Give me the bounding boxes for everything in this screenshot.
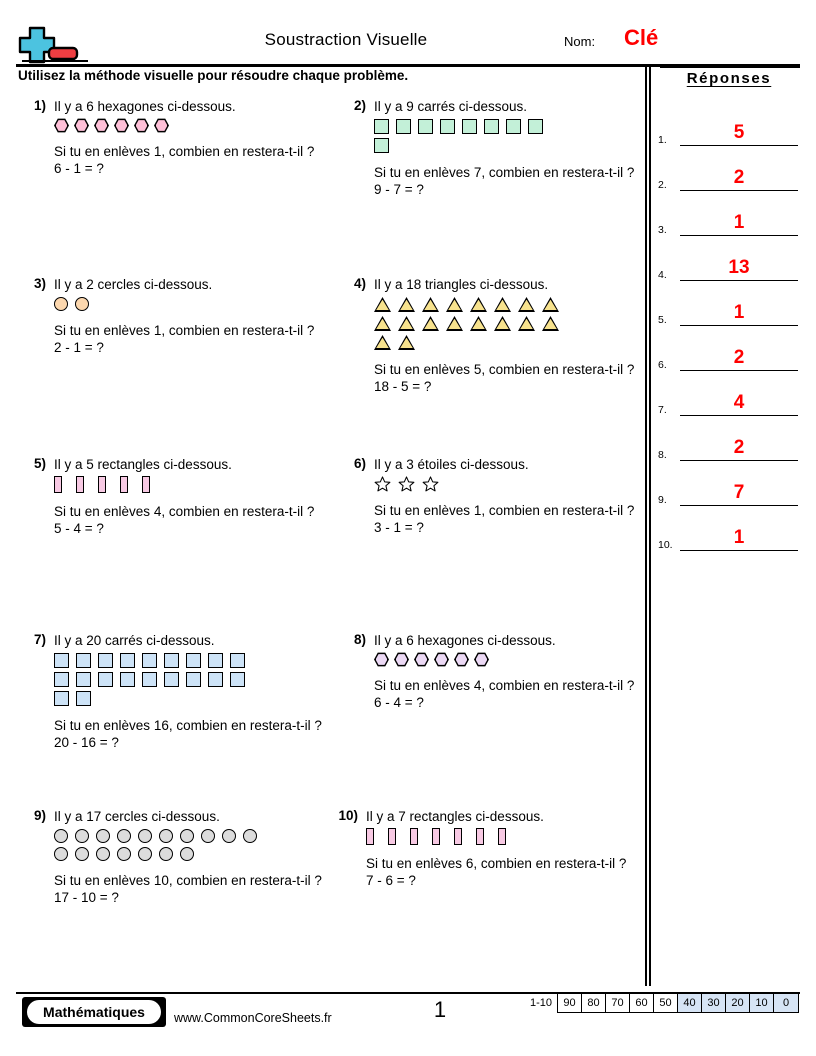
answer-blank-line [680, 415, 798, 417]
square-icon [54, 691, 69, 706]
score-scale-cell: 0 [774, 994, 798, 1012]
circle-icon [54, 847, 68, 861]
square-icon [76, 672, 91, 687]
answer-blank-line [680, 505, 798, 507]
answer-number: 6. [658, 359, 667, 371]
answer-number: 3. [658, 224, 667, 236]
problem-number: 2) [353, 98, 366, 113]
shape-row [54, 117, 322, 134]
square-icon [396, 119, 411, 134]
square-icon [142, 653, 157, 668]
triangle-icon [422, 297, 439, 312]
problem-statement: Il y a 3 étoiles ci-dessous. [374, 457, 529, 472]
circle-icon [138, 847, 152, 861]
square-icon [186, 653, 201, 668]
circle-icon [243, 829, 257, 843]
problem-number: 8) [353, 632, 366, 647]
problem-head [338, 276, 638, 294]
shape-row [374, 136, 642, 155]
instructions-text: Utilisez la méthode visuelle pour résoudre chaque problème. [18, 68, 409, 83]
square-icon [374, 119, 389, 134]
rectangle-icon [476, 828, 484, 845]
hexagon-icon [154, 118, 169, 133]
square-icon [142, 672, 157, 687]
answers-top-rule [660, 66, 800, 68]
answer-blank-line [680, 145, 798, 147]
answer-number: 4. [658, 269, 667, 281]
hexagon-icon [94, 118, 109, 133]
problem-question: Si tu en enlèves 1, combien en restera-t-il ? [374, 503, 635, 518]
answer-value: 2 [733, 437, 745, 458]
problem-statement: Il y a 5 rectangles ci-dessous. [54, 457, 232, 472]
square-icon [230, 672, 245, 687]
problem-question: Si tu en enlèves 4, combien en restera-t-il ? [54, 504, 315, 519]
answer-value: 13 [728, 257, 750, 278]
answer-value: 2 [733, 347, 745, 368]
problem-number: 6) [353, 456, 366, 471]
problem-item [18, 98, 318, 177]
problem-item [338, 98, 638, 198]
rectangle-icon [432, 828, 440, 845]
problem-question: Si tu en enlèves 4, combien en restera-t-il ? [374, 678, 635, 693]
problem-head [338, 632, 638, 650]
shape-row [374, 475, 642, 493]
score-scale-cell: 90 [558, 994, 582, 1012]
score-scale [530, 993, 799, 1013]
circle-icon [54, 829, 68, 843]
shape-row [374, 117, 642, 136]
rectangle-icon [410, 828, 418, 845]
problem-question: Si tu en enlèves 7, combien en restera-t-il ? [374, 165, 635, 180]
problem-head [18, 632, 318, 650]
problem-number: 10) [338, 808, 358, 823]
square-icon [76, 691, 91, 706]
circle-icon [138, 829, 152, 843]
shape-group [54, 475, 322, 494]
problem-head [18, 808, 318, 826]
rectangle-icon [142, 476, 150, 493]
circle-icon [75, 297, 89, 311]
answers-heading: Réponses [686, 70, 772, 87]
shape-row [374, 295, 642, 314]
hexagon-icon [74, 118, 89, 133]
rectangle-icon [54, 476, 62, 493]
problem-equation: 18 - 5 = ? [374, 379, 432, 394]
name-value: Clé [624, 25, 659, 50]
shape-group [374, 475, 642, 493]
square-icon [506, 119, 521, 134]
problem-number: 5) [33, 456, 46, 471]
triangle-icon [374, 297, 391, 312]
square-icon [120, 672, 135, 687]
problem-number: 1) [33, 98, 46, 113]
problem-item [338, 456, 638, 536]
rectangle-icon [98, 476, 106, 493]
square-icon [528, 119, 543, 134]
answer-value: 4 [733, 392, 745, 413]
answer-number: 5. [658, 314, 667, 326]
triangle-icon [422, 316, 439, 331]
square-icon [208, 653, 223, 668]
problem-equation: 6 - 4 = ? [374, 695, 424, 710]
score-scale-cell: 70 [606, 994, 630, 1012]
name-label: Nom: [564, 34, 596, 49]
answer-blank-line [680, 325, 798, 327]
problem-statement: Il y a 9 carrés ci-dessous. [374, 99, 528, 114]
problem-equation: 3 - 1 = ? [374, 520, 424, 535]
star-icon [398, 476, 415, 492]
shape-row [54, 475, 322, 494]
rectangle-icon [454, 828, 462, 845]
square-icon [164, 672, 179, 687]
score-scale-cell: 50 [654, 994, 678, 1012]
problem-item [338, 632, 638, 711]
shape-group [374, 117, 642, 155]
triangle-icon [542, 316, 559, 331]
answer-row [658, 284, 800, 326]
plus-minus-logo-icon [16, 22, 94, 64]
answer-blank-line [680, 190, 798, 192]
problem-question: Si tu en enlèves 1, combien en restera-t-il ? [54, 144, 315, 159]
problem-item [18, 276, 318, 356]
problem-item [18, 808, 322, 906]
circle-icon [117, 847, 131, 861]
answer-number: 8. [658, 449, 667, 461]
circle-icon [159, 829, 173, 843]
page-title: Soustraction Visuelle [264, 30, 428, 49]
square-icon [208, 672, 223, 687]
problem-statement: Il y a 2 cercles ci-dessous. [54, 277, 213, 292]
shape-row [54, 651, 322, 670]
circle-icon [159, 847, 173, 861]
triangle-icon [542, 297, 559, 312]
square-icon [98, 672, 113, 687]
hexagon-icon [54, 118, 69, 133]
star-icon [374, 476, 391, 492]
answer-blank-line [680, 235, 798, 237]
hexagon-icon [374, 652, 389, 667]
problem-head [338, 456, 638, 474]
square-icon [120, 653, 135, 668]
problem-statement: Il y a 6 hexagones ci-dessous. [374, 633, 556, 648]
shape-group [374, 295, 642, 352]
shape-row [54, 845, 322, 863]
triangle-icon [398, 316, 415, 331]
site-url: www.CommonCoreSheets.fr [174, 1011, 332, 1025]
circle-icon [180, 829, 194, 843]
triangle-icon [494, 297, 511, 312]
problem-number: 4) [353, 276, 366, 291]
hexagon-icon [134, 118, 149, 133]
problem-equation: 7 - 6 = ? [366, 873, 416, 888]
score-scale-label: 1-10 [530, 997, 553, 1009]
score-scale-cell: 60 [630, 994, 654, 1012]
rectangle-icon [388, 828, 396, 845]
problem-question: Si tu en enlèves 1, combien en restera-t-il ? [54, 323, 315, 338]
circle-icon [75, 829, 89, 843]
rectangle-icon [76, 476, 84, 493]
circle-icon [54, 297, 68, 311]
shape-group [54, 295, 322, 313]
circle-icon [75, 847, 89, 861]
hexagon-icon [454, 652, 469, 667]
circle-icon [201, 829, 215, 843]
answer-value: 1 [733, 212, 745, 233]
answer-row [658, 149, 800, 191]
circle-icon [96, 829, 110, 843]
brand-badge [22, 997, 166, 1027]
problem-question: Si tu en enlèves 5, combien en restera-t-il ? [374, 362, 635, 377]
score-scale-cell: 10 [750, 994, 774, 1012]
problem-statement: Il y a 20 carrés ci-dessous. [54, 633, 215, 648]
hexagon-icon [114, 118, 129, 133]
answer-value: 1 [733, 302, 745, 323]
rectangle-icon [498, 828, 506, 845]
triangle-icon [518, 297, 535, 312]
hexagon-icon [414, 652, 429, 667]
answer-row [658, 329, 800, 371]
answer-number: 2. [658, 179, 667, 191]
circle-icon [96, 847, 110, 861]
triangle-icon [518, 316, 535, 331]
triangle-icon [470, 297, 487, 312]
shape-group [366, 827, 634, 846]
answer-value: 5 [733, 122, 745, 143]
shape-row [374, 651, 642, 668]
shape-group [54, 827, 322, 863]
score-scale-cell: 20 [726, 994, 750, 1012]
shape-row [374, 314, 642, 333]
answer-number: 7. [658, 404, 667, 416]
answer-number: 9. [658, 494, 667, 506]
triangle-icon [446, 316, 463, 331]
problem-item [338, 276, 638, 395]
square-icon [98, 653, 113, 668]
problem-number: 9) [33, 808, 46, 823]
square-icon [76, 653, 91, 668]
score-scale-cell: 80 [582, 994, 606, 1012]
answer-value: 1 [733, 527, 745, 548]
shape-row [54, 670, 322, 689]
score-scale-cell: 30 [702, 994, 726, 1012]
star-icon [422, 476, 439, 492]
problem-number: 3) [33, 276, 46, 291]
problem-equation: 9 - 7 = ? [374, 182, 424, 197]
problem-question: Si tu en enlèves 10, combien en restera-t-il ? [54, 873, 322, 888]
answer-number: 1. [658, 134, 667, 146]
page-number: 1 [433, 997, 447, 1022]
answer-row [658, 194, 800, 236]
hexagon-icon [474, 652, 489, 667]
problem-equation: 17 - 10 = ? [54, 890, 119, 905]
circle-icon [180, 847, 194, 861]
square-icon [462, 119, 477, 134]
square-icon [484, 119, 499, 134]
answer-number: 10. [658, 539, 673, 551]
answer-value: 7 [733, 482, 745, 503]
square-icon [230, 653, 245, 668]
problem-equation: 2 - 1 = ? [54, 340, 104, 355]
problem-equation: 6 - 1 = ? [54, 161, 104, 176]
shape-group [374, 651, 642, 668]
problem-statement: Il y a 7 rectangles ci-dessous. [366, 809, 544, 824]
problem-equation: 20 - 16 = ? [54, 735, 119, 750]
answer-row [658, 464, 800, 506]
problem-statement: Il y a 17 cercles ci-dessous. [54, 809, 220, 824]
answer-row [658, 374, 800, 416]
answer-blank-line [680, 460, 798, 462]
square-icon [54, 653, 69, 668]
answer-row [658, 104, 800, 146]
answer-row [658, 239, 800, 281]
triangle-icon [470, 316, 487, 331]
answer-blank-line [680, 280, 798, 282]
triangle-icon [398, 297, 415, 312]
problem-item [18, 456, 318, 537]
score-scale-boxes [557, 993, 799, 1013]
triangle-icon [446, 297, 463, 312]
circle-icon [117, 829, 131, 843]
problem-head [330, 808, 630, 826]
triangle-icon [374, 335, 391, 350]
shape-row [366, 827, 634, 846]
problem-item [18, 632, 322, 751]
problem-item [330, 808, 630, 889]
score-scale-cell: 40 [678, 994, 702, 1012]
vertical-divider [645, 64, 651, 986]
rectangle-icon [366, 828, 374, 845]
circle-icon [222, 829, 236, 843]
answer-row [658, 509, 800, 551]
square-icon [418, 119, 433, 134]
problem-equation: 5 - 4 = ? [54, 521, 104, 536]
problem-question: Si tu en enlèves 16, combien en restera-t-il ? [54, 718, 322, 733]
shape-row [54, 827, 322, 845]
square-icon [440, 119, 455, 134]
rectangle-icon [120, 476, 128, 493]
page-header [16, 22, 800, 64]
triangle-icon [398, 335, 415, 350]
problem-head [338, 98, 638, 116]
shape-row [54, 295, 322, 313]
problem-statement: Il y a 6 hexagones ci-dessous. [54, 99, 236, 114]
problem-statement: Il y a 18 triangles ci-dessous. [374, 277, 549, 292]
square-icon [164, 653, 179, 668]
answer-blank-line [680, 370, 798, 372]
shape-row [54, 689, 322, 708]
answer-row [658, 419, 800, 461]
problem-question: Si tu en enlèves 6, combien en restera-t-il ? [366, 856, 627, 871]
hexagon-icon [434, 652, 449, 667]
answer-blank-line [680, 550, 798, 552]
shape-group [54, 117, 322, 134]
square-icon [54, 672, 69, 687]
problem-head [18, 276, 318, 294]
answer-value: 2 [733, 167, 745, 188]
shape-row [374, 333, 642, 352]
square-icon [374, 138, 389, 153]
hexagon-icon [394, 652, 409, 667]
triangle-icon [494, 316, 511, 331]
square-icon [186, 672, 201, 687]
problem-head [18, 456, 318, 474]
problem-number: 7) [33, 632, 46, 647]
brand-label: Mathématiques [27, 1000, 161, 1024]
problem-head [18, 98, 318, 116]
triangle-icon [374, 316, 391, 331]
shape-group [54, 651, 322, 708]
